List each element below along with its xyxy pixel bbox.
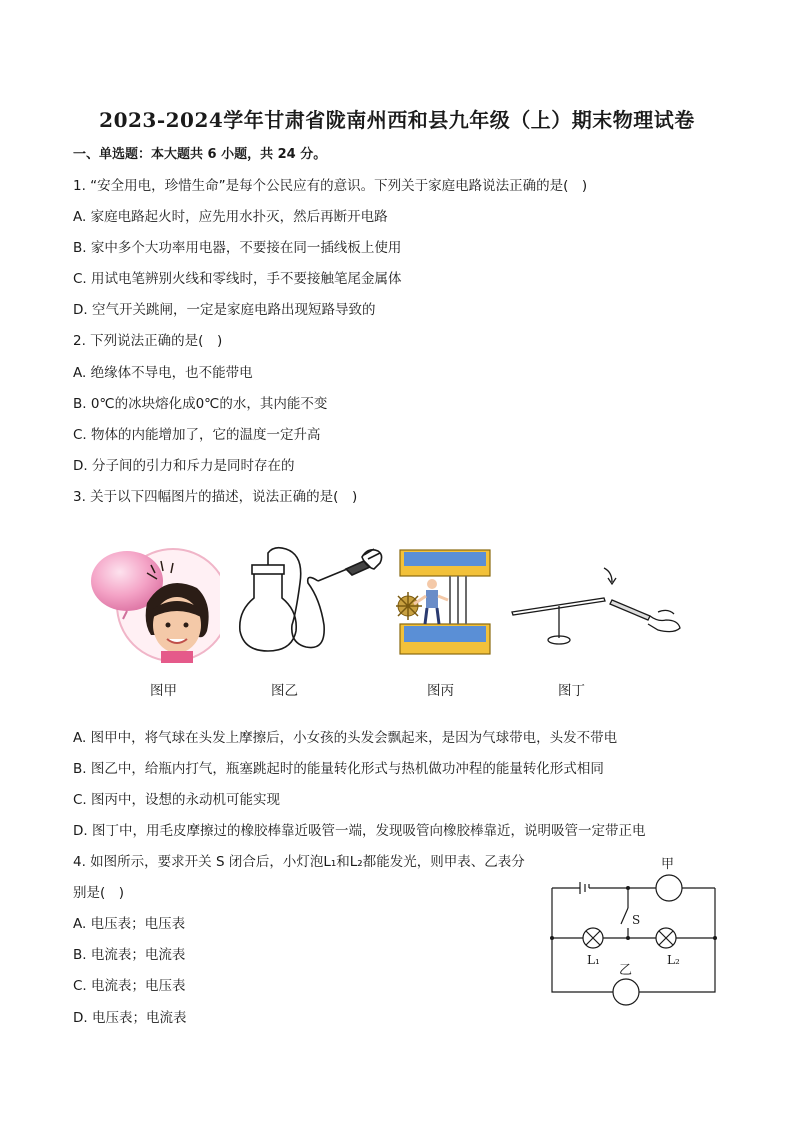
question-2-option-b: B. 0℃的冰块熔化成0℃的水，其内能不变 (73, 396, 328, 412)
question-4-option-d: D. 电压表；电流表 (73, 1010, 187, 1026)
question-3-option-c: C. 图丙中，设想的永动机可能实现 (73, 792, 281, 808)
question-1-option-c: C. 用试电笔辨别火线和零线时，手不要接触笔尾金属体 (73, 271, 402, 287)
question-1-stem: 1. “安全用电，珍惜生命”是每个公民应有的意识。下列关于家庭电路说法正确的是( ) (73, 178, 588, 194)
figure-ding-image (508, 560, 688, 650)
switch-label: S (632, 913, 641, 927)
question-2-option-c: C. 物体的内能增加了，它的温度一定升高 (73, 427, 321, 443)
figure-caption-bing: 图丙 (427, 683, 454, 699)
question-1-option-d: D. 空气开关跳闸，一定是家庭电路出现短路导致的 (73, 302, 376, 318)
question-2-stem: 2. 下列说法正确的是( ) (73, 333, 223, 349)
lamp-2-label: L₂ (667, 953, 680, 967)
question-4-option-a: A. 电压表；电压表 (73, 916, 186, 932)
question-1-option-b: B. 家中多个大功率用电器，不要接在同一插线板上使用 (73, 240, 402, 256)
figure-caption-jia: 图甲 (150, 683, 177, 699)
question-4-option-c: C. 电流表；电压表 (73, 978, 186, 994)
figure-bing-image (396, 544, 496, 662)
figure-caption-yi: 图乙 (271, 683, 298, 699)
question-4-option-b: B. 电流表；电流表 (73, 947, 186, 963)
figure-yi-image (234, 543, 384, 658)
figure-caption-ding: 图丁 (558, 683, 585, 699)
question-1-option-a: A. 家庭电路起火时，应先用水扑灭，然后再断开电路 (73, 209, 388, 225)
page-title: 2023-2024学年甘肃省陇南州西和县九年级（上）期末物理试卷 (99, 108, 695, 132)
question-3-option-b: B. 图乙中，给瓶内打气，瓶塞跳起时的能量转化形式与热机做功冲程的能量转化形式相同 (73, 761, 604, 777)
question-3-option-d: D. 图丁中，用毛皮摩擦过的橡胶棒靠近吸管一端，发现吸管向橡胶棒靠近，说明吸管一定带正电 (73, 823, 646, 839)
question-4-stem-line2: 别是( ) (73, 885, 125, 901)
meter-yi-label: 乙 (619, 963, 633, 978)
lamp-1-label: L₁ (587, 953, 600, 967)
question-2-option-d: D. 分子间的引力和斥力是同时存在的 (73, 458, 295, 474)
section-heading: 一、单选题：本大题共 6 小题，共 24 分。 (73, 147, 327, 162)
meter-jia-label: 甲 (661, 857, 675, 872)
question-3-stem: 3. 关于以下四幅图片的描述，说法正确的是( ) (73, 489, 358, 505)
question-3-option-a: A. 图甲中，将气球在头发上摩擦后，小女孩的头发会飘起来，是因为气球带电，头发不带电 (73, 730, 618, 746)
circuit-diagram (545, 850, 725, 1010)
question-2-option-a: A. 绝缘体不导电，也不能带电 (73, 365, 253, 381)
figure-jia-image (85, 543, 220, 668)
question-4-stem-line1: 4. 如图所示，要求开关 S 闭合后，小灯泡L₁和L₂都能发光，则甲表、乙表分 (73, 854, 525, 870)
